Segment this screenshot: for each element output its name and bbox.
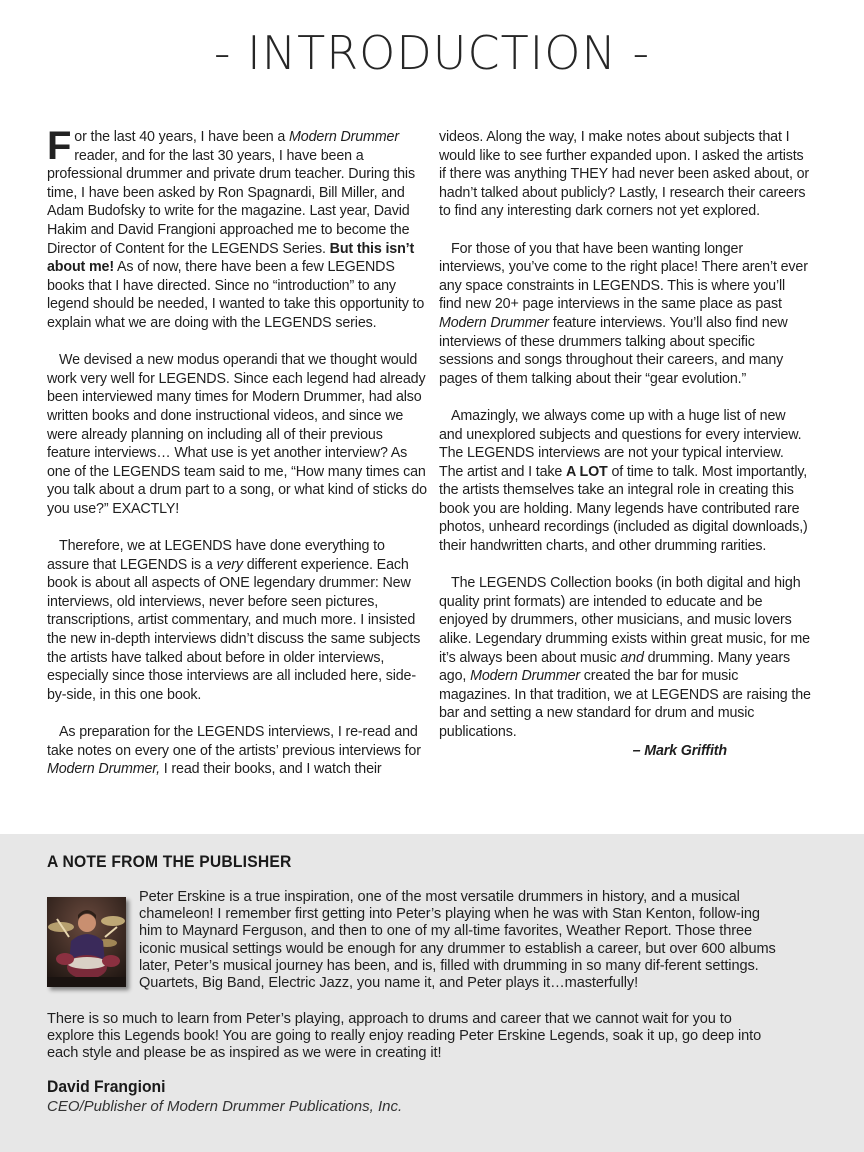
bold-text: But this isn’t about me! (47, 240, 415, 276)
paragraph: videos. Along the way, I make notes about subjects that I would like to see further expanded upon. I asked the artists if there was anything THEY had never been asked about, or hadn’t talked about publicly? Lastly, I research their careers to find any interesting dark corners not yet explored. (439, 129, 810, 220)
text: As of now, there have been a few LEGENDS books that I have directed. Since no “introduction” to any legend should be needed, I wanted to take this opportunity to explain what we are doing with the LEGENDS series. (47, 259, 425, 331)
text: For those of you that have been wanting longer interviews, you’ve come to the right place! There aren’t ever any space constraints in LEGENDS. This is where you’ll find new 20+ page interviews in the same place as past (439, 240, 808, 313)
page-title: - INTRODUCTION - (213, 26, 651, 80)
italic-text: Modern Drummer (289, 129, 399, 145)
text: As preparation for the LEGENDS interviews, I re-read and take notes on every one of the artists’ previous interviews for (47, 724, 421, 759)
text: created the bar for music magazines. In that tradition, we at LEGENDS are raising the bar and setting a new standard for drum and music publications. (439, 668, 811, 740)
drummer-photo (47, 897, 126, 987)
italic-text: and (620, 649, 644, 666)
text: feature interviews. You’ll also find new interviews of these drummers talking about specific sessions and songs throughout their careers, and many pages of them talking about their “gear evolution.” (439, 314, 788, 387)
text: Therefore, we at LEGENDS have done everything to assure that LEGENDS is a (47, 538, 385, 573)
drummer-photo-image (47, 897, 126, 987)
text: or the last 40 years, I have been a (74, 129, 290, 145)
italic-text: Modern Drummer (470, 668, 580, 685)
italic-text: Modern Drummer, (47, 761, 160, 778)
text: different experience. Each book is about all aspects of ONE legendary drummer: New interviews, old interviews, never before seen pictures, transcriptions, artist commentary, and much more. I insisted the new in-depth interviews didn’t discuss the same subjects the artists have talked about before in older interviews, especially since those interviews are all included here, side-by-side, in this one book. (47, 556, 421, 703)
paragraph (439, 574, 811, 741)
paragraph (439, 407, 811, 556)
publisher-note-paragraph: There is so much to learn from Peter’s playing, approach to drums and career that we cannot wait for you to explore this Legends book! You are going to really enjoy reading Peter Erskine Legends, soak it up, go deep into each style and please be as inspired as we were in creating it! (47, 1011, 762, 1062)
drop-cap: F (47, 124, 72, 168)
right-column (439, 128, 811, 779)
italic-text: Modern Drummer (439, 314, 549, 331)
publisher-note-heading: A NOTE FROM THE PUBLISHER (47, 853, 292, 871)
publisher-note-paragraph: Peter Erskine is a true inspiration, one of the most versatile drummers in history, and a musical chameleon! I remember first getting into Peter’s playing when he was with Stan Kenton, follow-ing him to Maynard Ferguson, and then to one of my all-time favorites, Weather Report. Those three iconic musical settings would be enough for any drummer to establish a career, but over 600 albums later, Peter’s musical journey has been, and is, filled with drumming in so many dif-ferent settings. Quartets, Big Band, Electric Jazz, you name it, and Peter plays it…masterfully! (139, 889, 776, 992)
text: of time to talk. Most importantly, the artists themselves take an integral role in creating this book you are holding. Many legends have contributed rare photos, unheard recordings (included as digital downloads,) their handwritten charts, and other drumming rarities. (439, 463, 808, 555)
paragraph (47, 537, 427, 704)
publisher-title: CEO/Publisher of Modern Drummer Publications, Inc. (47, 1098, 403, 1115)
text: I read their books, and I watch their (159, 761, 382, 778)
paragraph (47, 124, 427, 333)
text: drumming. Many years ago, (439, 649, 790, 685)
text: reader, and for the last 30 years, I have been a professional drummer and private drum teacher. During this time, I have been asked by Ron Spagnardi, Bill Miller, and Adam Budofsky to write for the magazine. Last year, David Hakim and David Frangioni approached me to become the Director of Content for the LEGENDS Series. (47, 147, 415, 257)
italic-text: very (216, 556, 243, 573)
paragraph (47, 723, 427, 779)
author-signature: – Mark Griffith (632, 742, 727, 759)
left-column (47, 124, 427, 797)
paragraph: We devised a new modus operandi that we thought would work very well for LEGENDS. Since each legend had already been interviewed many times for Modern Drummer, had also written books and done instructional videos, and since we were already planning on including all of their previous feature interviews… What use is yet another interview? As one of the LEGENDS team said to me, “How many times can you talk about a drum part to a song, or what kind of sticks do you use?” EXACTLY! (47, 352, 427, 517)
paragraph (439, 240, 811, 389)
publisher-name: David Frangioni (47, 1078, 166, 1096)
publisher-note-section (0, 834, 864, 1152)
text: Amazingly, we always come up with a huge list of new and unexplored subjects and questions for every interview. The LEGENDS interviews are not your typical interview. The artist and I take (439, 407, 802, 480)
bold-text: A LOT (566, 463, 608, 480)
text: The LEGENDS Collection books (in both digital and high quality print formats) are intended to educate and be enjoyed by drummers, other musicians, and music lovers alike. Legendary drumming exists within great music, for me it’s always been about music (439, 575, 810, 666)
